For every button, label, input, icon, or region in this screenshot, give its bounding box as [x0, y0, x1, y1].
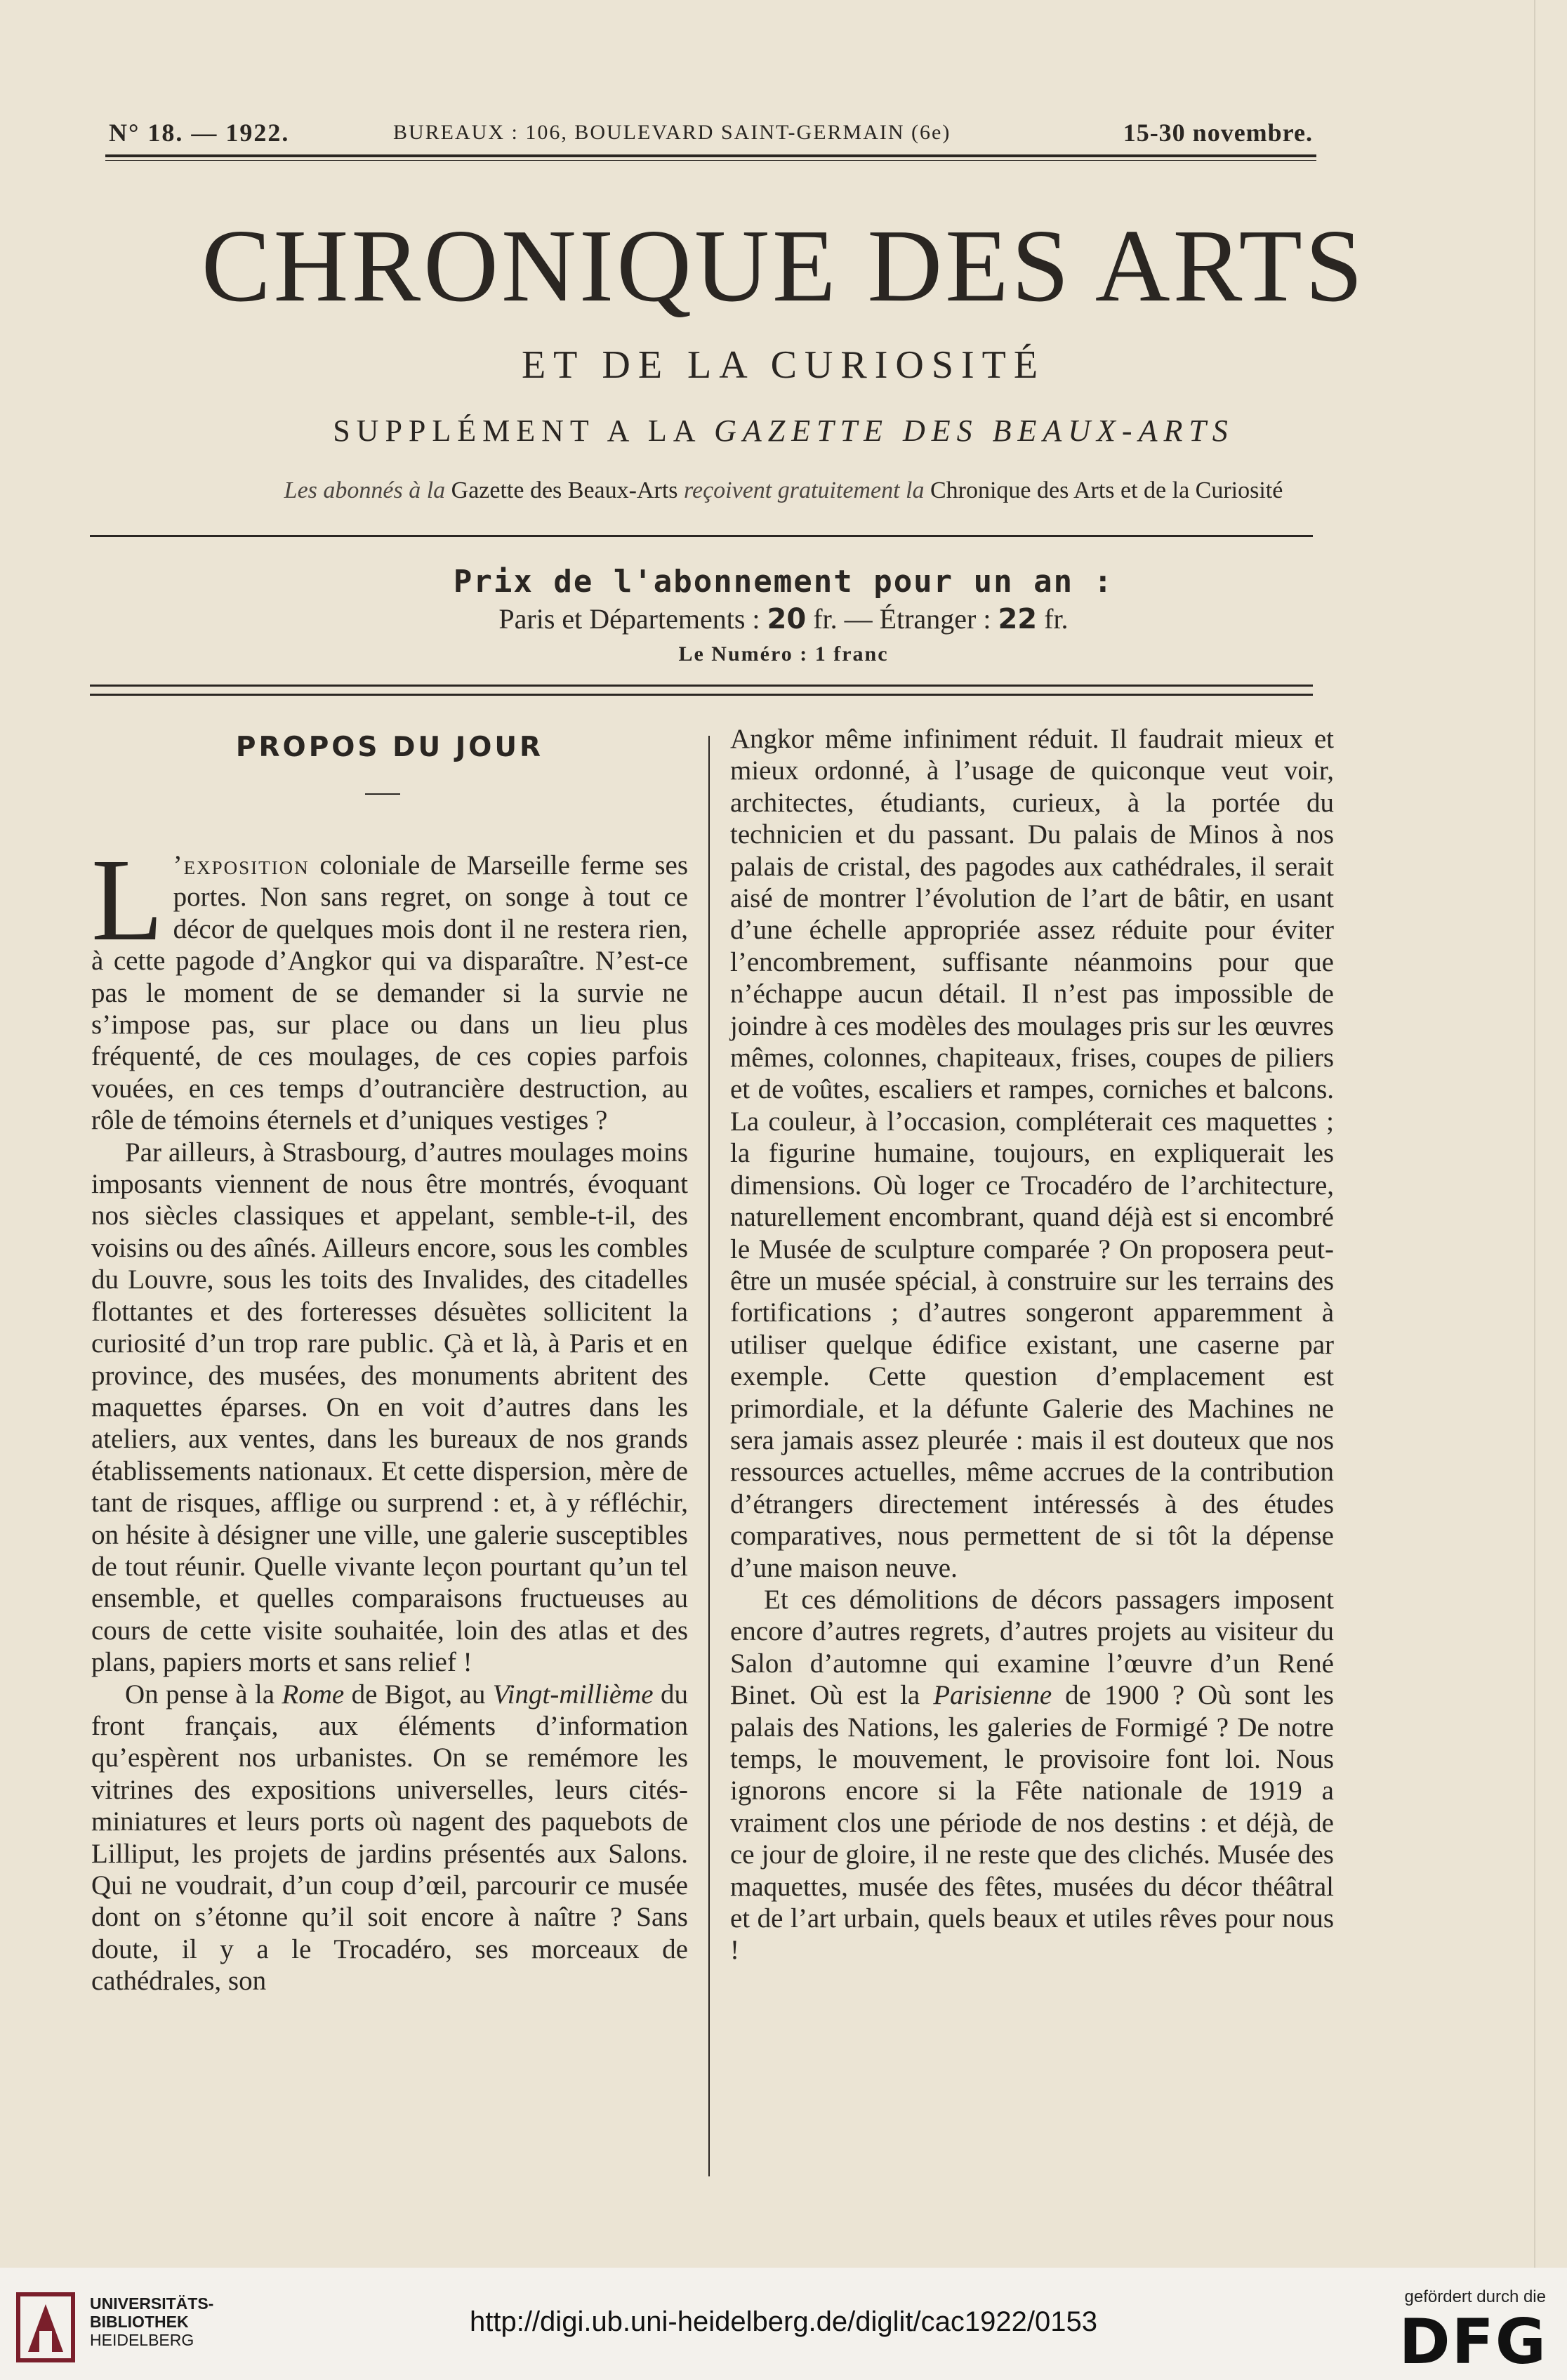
- article-paragraph-2: Par ailleurs, à Strasbourg, d’autres moulages moins imposants viennent de nous être montrés, évoquant nos siècles classiques et appelant, semble-t-il, des voisins ou des aînés. Ailleurs encore, sous les combles du Louvre, sous les toits des Invalides, des citadelles flottantes et des forteresses désuètes sollicitent la curiosité d’un trop rare public. Çà et là, à Paris et en province, des musées, des monuments abritent des maquettes éparses. On en voit d’autres dans les ateliers, aux ventes, dans les bureaux de nos grands établissements nationaux. Et cette dispersion, mère de tant de risques, afflige ou surprend : et, à y réfléchir, on hésite à désigner une ville, une galerie susceptibles de tout réunir. Quelle vivante leçon pourtant qu’un tel ensemble, et quelles comparaisons fructueuses au cours de cette visite souhaitée, loin des atlas et des plans, papiers morts et sans relief !: [91, 1137, 688, 1678]
- issue-dates: 15-30 novembre.: [1123, 119, 1313, 147]
- note-part-1: Les abonnés à la: [284, 477, 446, 503]
- header-rule-thin: [105, 160, 1316, 161]
- article-column-left: [91, 835, 688, 1997]
- journal-title: CHRONIQUE DES ARTS: [201, 209, 1366, 324]
- issue-header: [109, 118, 1313, 153]
- header-rule: [105, 154, 1316, 157]
- library-line-3: HEIDELBERG: [90, 2331, 194, 2349]
- paragraph-3-c: du front français, aux éléments d’information qu’espèrent nos urbanistes. On se remémore les vitrines des expositions universelles, leurs cités-miniatures et leurs ports où nagent des paquebots de Lilliput, les projets de jardins présentés aux Salons. Qui ne voudrait, d’un coup d’œil, parcourir ce musée dont on s’étonne qu’il soit encore à naître ? Sans doute, il y a le Trocadéro, ses morceaux de cathédrales, son: [91, 1679, 688, 1997]
- column-divider: [708, 736, 710, 2176]
- paragraph-3-b: de Bigot, au: [344, 1679, 493, 1710]
- masthead-rule: [90, 535, 1313, 537]
- lead-smallcaps: ’exposition: [173, 850, 310, 880]
- subscription-rule-bottom: [90, 694, 1313, 696]
- page-edge: [1534, 0, 1535, 2268]
- dfg-logo: DFG: [1399, 2306, 1547, 2378]
- paragraph-3-a: On pense à la: [125, 1679, 282, 1710]
- note-part-3: reçoivent gratuitement la: [684, 477, 925, 503]
- title-vingt-millieme: Vingt-millième: [492, 1679, 654, 1710]
- foreign-unit: fr.: [1037, 603, 1069, 635]
- subscriber-note: [0, 477, 1567, 504]
- paragraph-5-a: Et ces démolitions de décors passagers imposent encore d’autres regrets, d’autres projets au visiteur du Salon d’automne qui examine l’œuvre d’un René Binet. Où est la: [730, 1584, 1334, 1711]
- supplement-prefix: SUPPLÉMENT A LA: [333, 414, 715, 448]
- subscription-heading: Prix de l'abonnement pour un an :: [453, 564, 1114, 600]
- note-part-2: Gazette des Beaux-Arts: [445, 477, 685, 503]
- paris-label: Paris et Départements :: [498, 603, 767, 635]
- journal-subtitle: ET DE LA CURIOSITÉ: [521, 343, 1046, 387]
- article-paragraph-5: [730, 1584, 1334, 1966]
- article-paragraph-3: [91, 1679, 688, 1997]
- foreign-price: 22: [998, 603, 1038, 635]
- article-paragraph-1: [91, 835, 688, 1137]
- paragraph-1-text: coloniale de Marseille ferme ses portes. Non sans regret, on songe à tout ce décor de quelques mois dont il ne restera rien, à cette pagode d’Angkor qui va disparaître. N’est-ce pas le moment de se demander si la survie ne s’impose pas, sur place ou dans un lieu plus fréquenté, de ces moulages, de ces copies parfois vouées, en ces temps d’outrancière destruction, au rôle de témoins éternels et d’uniques vestiges ?: [91, 850, 688, 1136]
- paragraph-5-b: de 1900 ? Où sont les palais des Nations, les galeries de Formigé ? De notre temps, le mouvement, le provisoire font loi. Nous ignorons encore si la Fête nationale de 1919 a vraiment clos une période de nos destins : et déjà, de ce jour de gloire, il ne reste que des clichés. Musée des maquettes, musée des fêtes, musées du décor théâtral et de l’art urbain, quels beaux et utiles rêves pour nous !: [730, 1680, 1334, 1966]
- funding-caption: gefördert durch die: [1404, 2287, 1546, 2306]
- note-part-4: Chronique des Arts et de la Curiosité: [924, 477, 1283, 503]
- article-heading: PROPOS DU JOUR: [235, 732, 544, 763]
- subscription-prices: [0, 602, 1567, 635]
- drop-cap: L: [91, 835, 164, 965]
- library-line-1: UNIVERSITÄTS-: [90, 2294, 214, 2313]
- title-parisienne: Parisienne: [933, 1680, 1052, 1711]
- paris-price: 20: [767, 603, 807, 635]
- article-column-right: [730, 723, 1334, 1966]
- supplement-line: [0, 413, 1567, 449]
- subscription-rule-top: [90, 685, 1313, 687]
- article-paragraph-4: Angkor même infiniment réduit. Il faudrait mieux et mieux ordonné, à l’usage de quiconque veut voir, architectes, étudiants, curieux, à la portée du technicien et du passant. Du palais de Minos à nos palais de cristal, des pagodes aux cathédrales, il serait aisé de montrer l’évolution de l’art de bâtir, en usant d’une échelle appropriée assez réduite pour éviter l’encombrement, suffisante néanmoins pour que n’échappe aucun détail. Il n’est pas impossible de joindre à ces modèles des moulages pris sur les œuvres mêmes, colonnes, chapiteaux, frises, coupes de piliers et de voûtes, escaliers et rampes, corniches et balcons. La couleur, à l’occasion, compléterait ces maquettes ; la figurine humaine, toujours, en expliquerait les dimensions. Où loger ce Trocadéro de l’architecture, naturellement encombrant, quand déjà est si encombré le Musée de sculpture comparée ? On proposera peut-être un musée spécial, à construire sur les terrains des fortifications ; d’autres songeront apparemment à utiliser quelque édifice existant, une caserne par exemple. Cette question d’emplacement est primordiale, et la défunte Galerie des Machines ne sera jamais assez pleurée : mais il est douteux que nos ressources actuelles, même accrues de la contribution d’étrangers directement intéressés à des études comparatives, nous permettent de si tôt la dépense d’une maison neuve.: [730, 724, 1334, 1583]
- library-line-2: BIBLIOTHEK: [90, 2313, 189, 2331]
- permalink[interactable]: http://digi.ub.uni-heidelberg.de/diglit/cac1922/0153: [470, 2306, 1097, 2337]
- paris-unit: fr. — Étranger :: [806, 603, 998, 635]
- supplement-gazette: GAZETTE DES BEAUX-ARTS: [714, 414, 1234, 448]
- issue-number: N° 18. — 1922.: [109, 119, 290, 147]
- heading-dash: [365, 793, 400, 795]
- office-address: BUREAUX : 106, BOULEVARD SAINT-GERMAIN (6e): [393, 121, 951, 144]
- single-issue-price: Le Numéro : 1 franc: [678, 642, 889, 666]
- title-rome: Rome: [282, 1679, 345, 1710]
